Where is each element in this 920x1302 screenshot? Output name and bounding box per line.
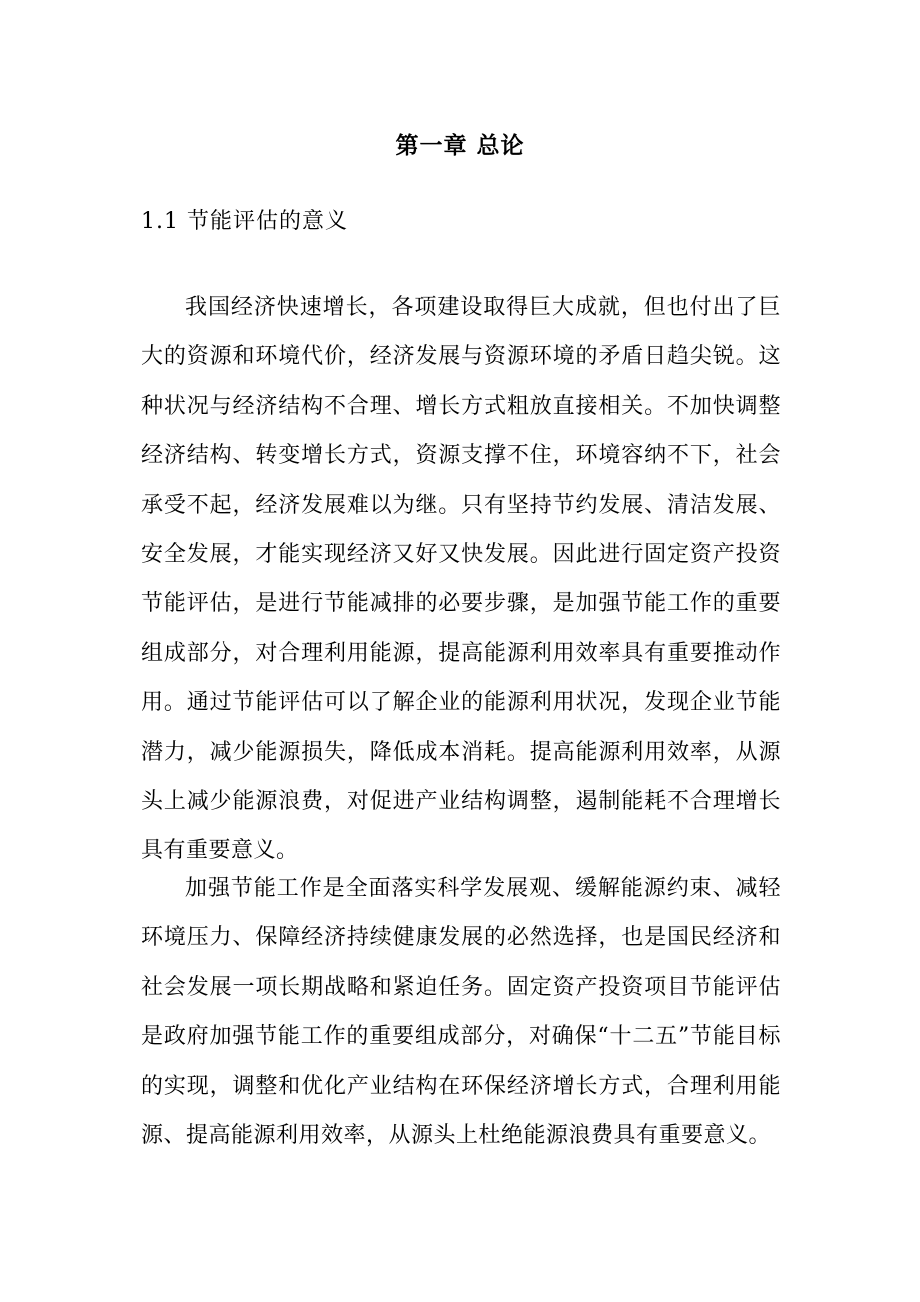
body-paragraph-2: 加强节能工作是全面落实科学发展观、缓解能源约束、减轻环境压力、保障经济持续健康发展的必然选择，也是国民经济和社会发展一项长期战略和紧迫任务。固定资产投资项目节能评估是政府加强节能工作的重要组成部分，对确保“十二五”节能目标的实现，调整和优化产业结构在环保经济增长方式，合理利用能源、提高能源利用效率，从源头上杜绝能源浪费具有重要意义。 [141,876,781,1149]
section-heading: 1.1 节能评估的意义 [141,209,348,234]
chapter-title: 第一章 总论 [395,132,525,159]
body-paragraph-1: 我国经济快速增长，各项建设取得巨大成就，但也付出了巨大的资源和环境代价，经济发展与资源环境的矛盾日趋尖锐。这种状况与经济结构不合理、增长方式粗放直接相关。不加快调整经济结构、转变增长方式，资源支撑不住，环境容纳不下，社会承受不起，经济发展难以为继。只有坚持节约发展、清洁发展、安全发展，才能实现经济又好又快发展。因此进行固定资产投资节能评估，是进行节能减排的必要步骤，是加强节能工作的重要组成部分，对合理利用能源，提高能源利用效率具有重要推动作用。通过节能评估可以了解企业的能源利用状况，发现企业节能潜力，减少能源损失，降低成本消耗。提高能源利用效率，从源头上减少能源浪费，对促进产业结构调整，遏制能耗不合理增长具有重要意义。 [141,295,781,864]
